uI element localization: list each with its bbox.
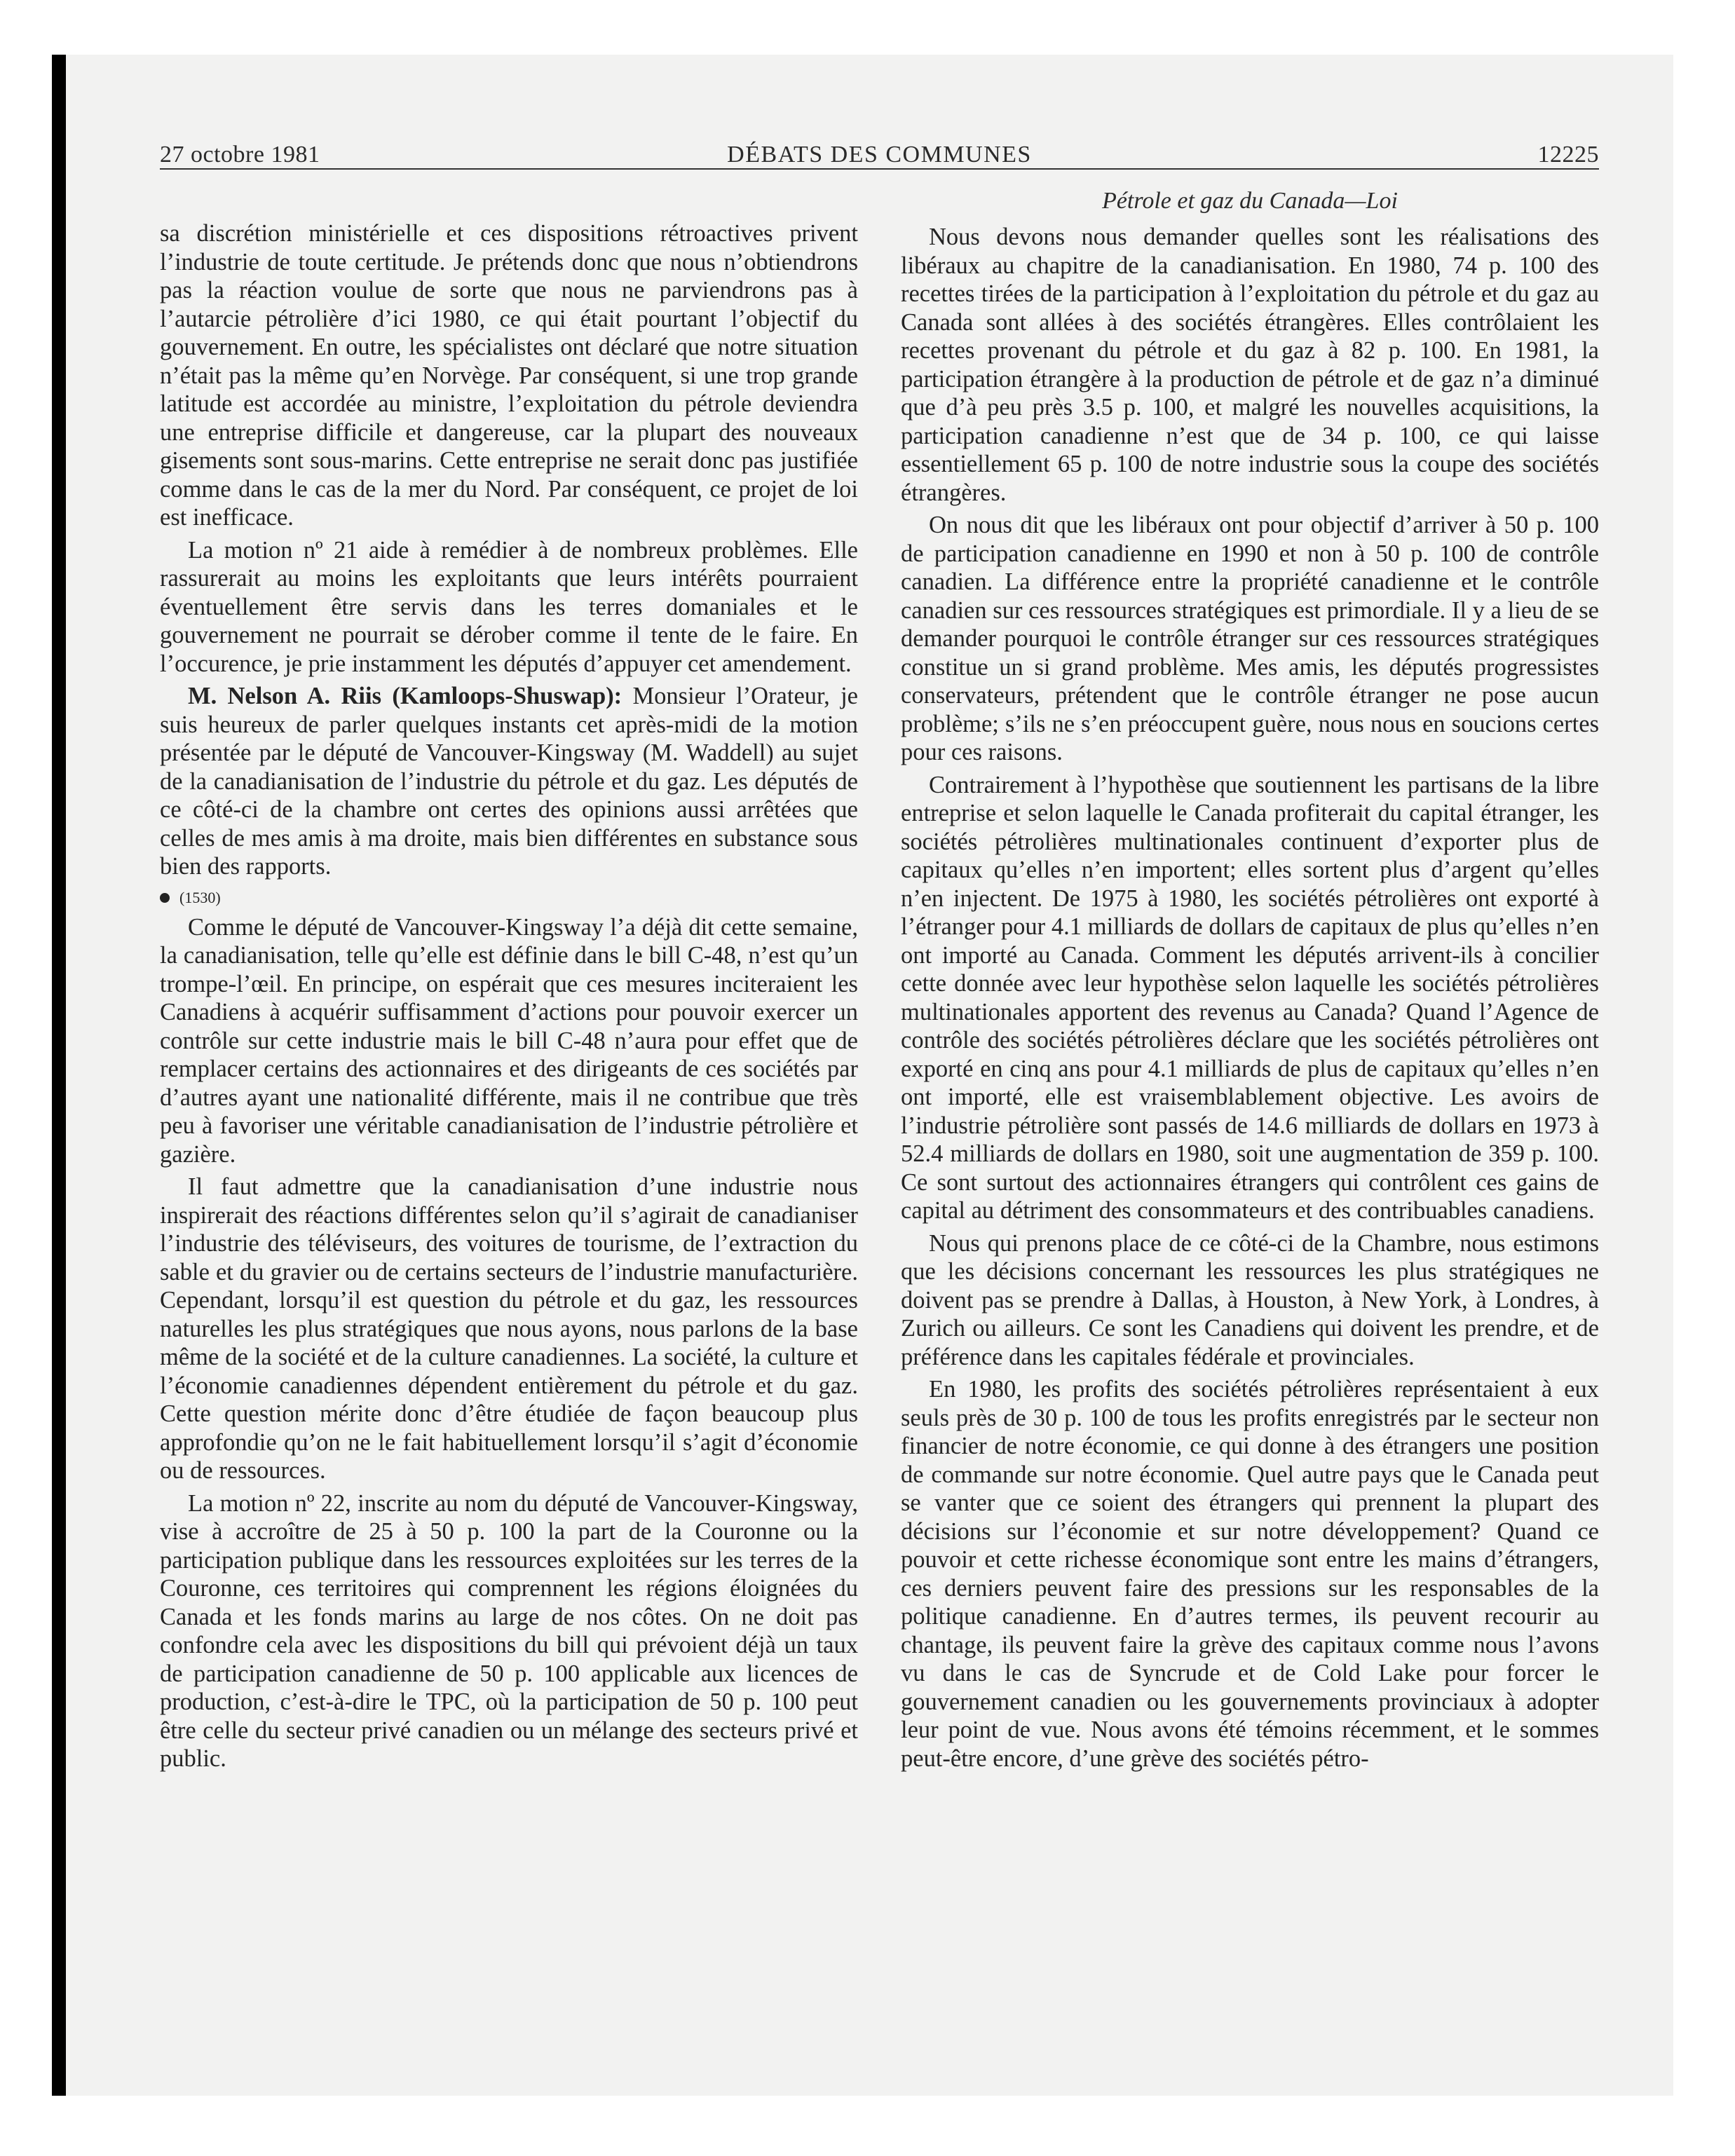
speech-text: Monsieur l’Orateur, je suis heureux de parler quelques instants cet après-midi de la motion présentée par le député de Vancouver-Kingsway (M. Waddell) au sujet de la canadianisation de l’industrie du pétrole et du gaz. Les députés de ce côté-ci de la chambre ont certes des opinions aussi arrêtées que celles de mes amis à ma droite, mais bien différentes en substance sous bien des rapports. — [160, 683, 858, 880]
scan-edge — [52, 55, 66, 2096]
paragraph: On nous dit que les libéraux ont pour objectif d’arriver à 50 p. 100 de participation canadienne en 1990 et non à 50 p. 100 de contrôle canadien. La différence entre la propriété canadienne et le contrôle canadien sur ces ressources stratégiques est primordiale. Il y a lieu de se demander pourquoi le contrôle étranger sur ces ressources stratégiques constitue un si grand problème. Mes amis, les députés progressistes conservateurs, prétendent que le contrôle étranger ne pose aucun problème; s’ils ne s’en préoccupent guère, nous nous en soucions certes pour ces raisons. — [901, 512, 1599, 765]
left-column — [160, 219, 858, 1773]
header-title: DÉBATS DES COMMUNES — [727, 142, 1032, 168]
bullet-icon — [160, 893, 170, 903]
paragraph: La motion nº 21 aide à remédier à de nombreux problèmes. Elle rassurerait au moins les exploitants que leurs intérêts pourraient éventuellement être servis dans les terres domaniales et le gouvernement ne pourrait se dérober comme il tente de le faire. En l’occurence, je prie instamment les députés d’appuyer cet amendement. — [160, 536, 858, 677]
page-number: 12225 — [1537, 142, 1599, 168]
paragraph: Contrairement à l’hypothèse que soutiennent les partisans de la libre entreprise et selon laquelle le Canada profiterait du capital étranger, les sociétés pétrolières multinationales continuent d’exporter plus de capitaux qu’elles n’en importent; elles sortent plus d’argent qu’elles n’en injectent. De 1975 à 1980, les sociétés pétrolières ont exporté à l’étranger pour 4.1 milliards de dollars de capitaux de plus qu’elles n’en ont importé au Canada. Comment les députés arrivent-ils à concilier cette donnée avec leur hypothèse selon laquelle les sociétés pétrolières multinationales apportent des revenus au Canada? Quand l’Agence de contrôle des sociétés pétrolières déclare que les sociétés pétrolières ont exporté en cinq ans pour 4.1 milliards de plus de capitaux qu’elles n’en ont importé, elle est vraisemblablement objective. Les avoirs de l’industrie pétrolière sont passés de 14.6 milliards de dollars en 1973 à 52.4 milliards de dollars en 1980, soit une augmentation de 359 p. 100. Ce sont surtout des actionnaires étrangers qui contrôlent ces gains de capital au détriment des consommateurs et des contribuables canadiens. — [901, 771, 1599, 1224]
right-column — [901, 223, 1599, 1773]
timestamp — [160, 884, 858, 912]
running-head: Pétrole et gaz du Canada—Loi — [1102, 188, 1398, 214]
timestamp-text: (1530) — [179, 888, 221, 906]
header-date: 27 octobre 1981 — [160, 142, 320, 168]
paragraph: La motion nº 22, inscrite au nom du député de Vancouver-Kingsway, vise à accroître de 25 à 50 p. 100 la part de la Couronne ou la participation publique dans les ressources exploitées sur les terres de la Couronne, ces territoires qui comprennent les régions éloignées du Canada et les fonds marins au large de nos côtes. On ne doit pas confondre cela avec les dispositions du bill qui prévoient déjà un taux de participation canadienne de 50 p. 100 applicable aux licences de production, c’est-à-dire le TPC, où la participation de 50 p. 100 peut être celle du secteur privé canadien ou un mélange des secteurs privé et public. — [160, 1489, 858, 1772]
speech-paragraph — [160, 682, 858, 881]
header-rule — [160, 168, 1599, 170]
paragraph: Nous devons nous demander quelles sont les réalisations des libéraux au chapitre de la canadianisation. En 1980, 74 p. 100 des recettes tirées de la participation à l’exploitation du pétrole et du gaz au Canada sont allées à des sociétés étrangères. Elles contrôlaient les recettes provenant du pétrole et du gaz à 82 p. 100. En 1981, la participation étrangère à la production de pétrole et de gaz n’a diminué que d’à peu près 3.5 p. 100, et malgré les nouvelles acquisitions, la participation canadienne n’est que de 34 p. 100, ce qui laisse essentiellement 65 p. 100 de notre industrie sous la coupe des sociétés étrangères. — [901, 224, 1599, 506]
paragraph: Il faut admettre que la canadianisation d’une industrie nous inspirerait des réactions différentes selon qu’il s’agirait de canadianiser l’industrie des téléviseurs, des voitures de tourisme, de l’extraction du sable et du gravier ou de certains secteurs de l’industrie manufacturière. Cependant, lorsqu’il est question du pétrole et du gaz, les ressources naturelles les plus stratégiques que nous ayons, nous parlons de la base même de la société et de la culture canadiennes. La société, la culture et l’économie canadiennes dépendent entièrement du pétrole et du gaz. Cette question mérite donc d’être étudiée de façon beaucoup plus approfondie qu’on ne le fait habituellement lorsqu’il s’agit d’économie ou de ressources. — [160, 1173, 858, 1484]
speaker-name: M. Nelson A. Riis (Kamloops-Shuswap): — [188, 683, 622, 709]
paragraph: sa discrétion ministérielle et ces dispositions rétroactives privent l’industrie de toute certitude. Je prétends donc que nous n’obtiendrons pas la réaction voulue de sorte que nous ne parviendrons pas à l’autarcie pétrolière d’ici 1980, ce qui était pourtant l’objectif du gouvernement. En outre, les spécialistes ont déclaré que notre situation n’était pas la même qu’en Norvège. Par conséquent, si une trop grande latitude est accordée au ministre, l’exploitation du pétrole deviendra une entreprise difficile et dangereuse, car la plupart des nouveaux gisements sont sous-marins. Cette entreprise ne serait donc pas justifiée comme dans le cas de la mer du Nord. Par conséquent, ce projet de loi est inefficace. — [160, 220, 858, 531]
paragraph: En 1980, les profits des sociétés pétrolières représentaient à eux seuls près de 30 p. 100 de tous les profits enregistrés par le secteur non financier de notre économie, ce qui donne à des étrangers une position de commande sur notre économie. Quel autre pays que le Canada peut se vanter que ce soient des étrangers qui prennent la plupart des décisions sur l’économie et sur notre développement? Quand ce pouvoir et cette richesse économique sont entre les mains d’étrangers, ces derniers peuvent faire des pressions sur les responsables de la politique canadienne. En d’autres termes, ils peuvent recourir au chantage, ils peuvent faire la grève des capitaux comme nous l’avons vu dans le cas de Syncrude et de Cold Lake pour forcer le gouvernement canadien ou les gouvernements provinciaux à adopter leur point de vue. Nous avons été témoins récemment, et le sommes peut-être encore, d’une grève des sociétés pétro- — [901, 1376, 1599, 1772]
paragraph: Comme le député de Vancouver-Kingsway l’a déjà dit cette semaine, la canadianisation, telle qu’elle est définie dans le bill C-48, n’est qu’un trompe-l’œil. En principe, on espérait que ces mesures inciteraient les Canadiens à acquérir suffisamment d’actions pour pouvoir exercer un contrôle sur cette industrie mais le bill C-48 n’aura pour effet que de remplacer certains des actionnaires et des dirigeants de ces sociétés par d’autres ayant une nationalité différente, mais il ne contribue que très peu à favoriser une véritable canadianisation de l’industrie pétrolière et gazière. — [160, 913, 858, 1168]
paragraph: Nous qui prenons place de ce côté-ci de la Chambre, nous estimons que les décisions concernant les ressources les plus stratégiques ne doivent pas se prendre à Dallas, à Houston, à New York, à Londres, à Zurich ou ailleurs. Ce sont les Canadiens qui doivent les prendre, et de préférence dans les capitales fédérale et provinciales. — [901, 1229, 1599, 1370]
